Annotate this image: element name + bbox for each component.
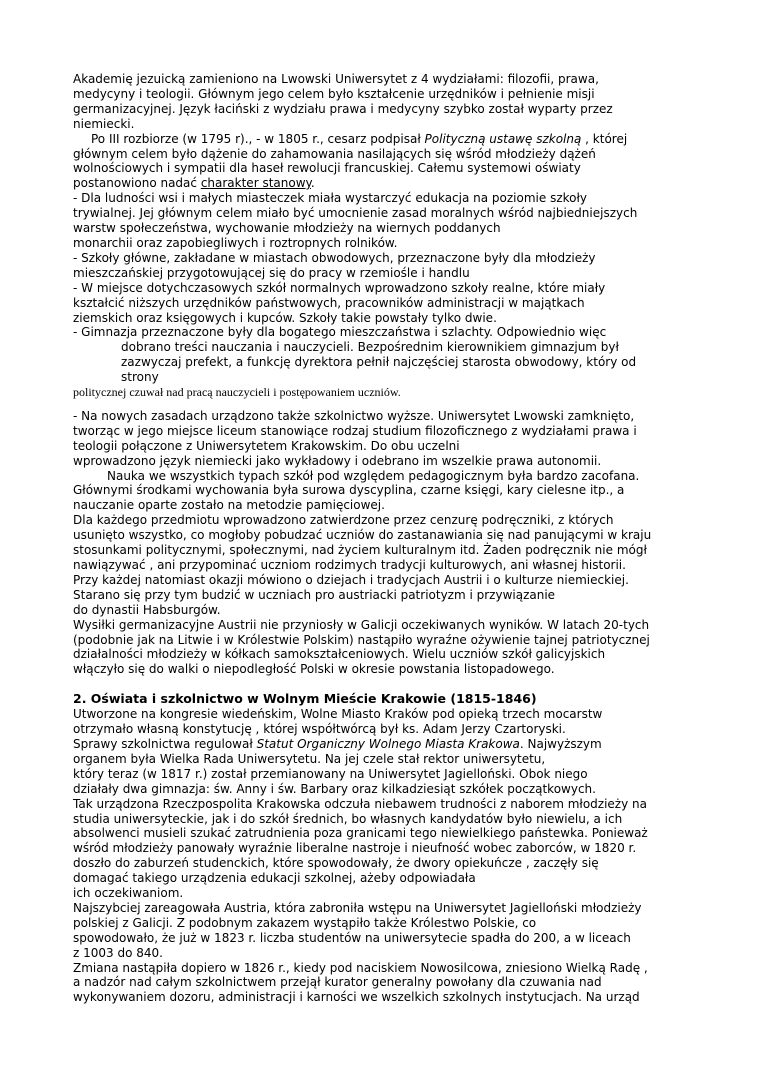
text-line: tworząc w jego miejsce liceum stanowiące rodzaj studium filozoficznego z wydziałami prawa i bbox=[73, 423, 637, 438]
italic-title: Polityczną ustawę szkolną bbox=[424, 131, 582, 146]
text-line: niemiecki. bbox=[73, 116, 135, 131]
italic-title: Statut Organiczny Wolnego Miasta Krakowa bbox=[256, 736, 520, 751]
text-line: germanizacyjnej. Język łaciński z wydziału prawa i medycyny szybko został wyparty przez bbox=[73, 101, 613, 116]
text-line: medycyny i teologii. Głównym jego celem było kształcenie urzędników i pełnienie misji bbox=[73, 86, 595, 101]
bullet-line: ziemskich oraz księgowych i kupców. Szkoły takie powstały tylko dwie. bbox=[73, 310, 497, 325]
text-line: usunięto wszystko, co mogłoby pobudzać uczniów do zastanawiania się nad panującymi w kraju bbox=[73, 528, 652, 543]
text-line: otrzymało własną konstytucję , której współtwórcą był ks. Adam Jerzy Czartoryski. bbox=[73, 722, 566, 737]
text-line: Najszybciej zareagowała Austria, która zabroniła wstępu na Uniwersytet Jagielloński młodzieży bbox=[73, 900, 642, 915]
bullet-list bbox=[73, 191, 693, 400]
text-span: . bbox=[310, 176, 315, 191]
text-line: doszło do zaburzeń studenckich, które spowodowały, że dwory opiekuńcze , zaczęły się bbox=[73, 856, 599, 871]
text-line: polskiej z Galicji. Z podobnym zakazem wystąpiło także Królestwo Polskie, co bbox=[73, 915, 537, 930]
bullet-line: monarchii oraz zapobiegliwych i roztropnych rolników. bbox=[73, 235, 398, 250]
intro-paragraph bbox=[73, 72, 693, 132]
text-line: działały dwa gimnazja: św. Anny i św. Barbary oraz kilkadziesiąt szkółek początkowych. bbox=[73, 781, 596, 796]
spacer bbox=[73, 677, 693, 692]
text-line: teologii połączone z Uniwersytetem Krakowskim. Do obu uczelni bbox=[73, 438, 460, 453]
text-line: wśród młodzieży panowały wyraźnie liberalne nastroje i nieufność wobec zaborców, w 1820 r. bbox=[73, 841, 637, 856]
bullet-line: - Szkoły główne, zakładane w miastach obwodowych, przeznaczone były dla młodzieży bbox=[73, 250, 596, 265]
text-line: z 1003 do 840. bbox=[73, 945, 163, 960]
text-line: Głównymi środkami wychowania była surowa dyscyplina, czarne księgi, kary cielesne itp., a bbox=[73, 483, 625, 498]
text-line: Starano się przy tym budzić w uczniach pro austriacki patriotyzm i przywiązanie bbox=[73, 587, 556, 602]
text-line: Nauka we wszystkich typach szkół pod względem pedagogicznym była bardzo zacofana. bbox=[107, 468, 640, 483]
text-line: Akademię jezuicką zamieniono na Lwowski Uniwersytet z 4 wydziałami: filozofii, prawa, bbox=[73, 72, 599, 86]
rozbior-paragraph bbox=[73, 132, 693, 192]
indented-line: zazwyczaj prefekt, a funkcję dyrektora pełnił najczęściej starosta obwodowy, który od bbox=[121, 355, 637, 370]
text-line bbox=[73, 737, 693, 752]
bullet-line: - W miejsce dotychczasowych szkół normalnych wprowadzono szkoły realne, które miały bbox=[73, 280, 606, 295]
text-line: Przy każdej natomiast okazji mówiono o dziejach i tradycjach Austrii i o kulturze niemieckiej. bbox=[73, 572, 629, 587]
bullet-line: - Dla ludności wsi i małych miasteczek miała wystarczyć edukacja na poziomie szkoły bbox=[73, 191, 587, 206]
text-line: absolwenci musieli szukać zatrudnienia poza granicami tego niewielkiego państewka. Ponieważ bbox=[73, 826, 648, 841]
text-line: do dynastii Habsburgów. bbox=[73, 602, 221, 617]
text-span: . Najwyższym bbox=[519, 736, 602, 751]
text-span: Po III rozbiorze (w 1795 r)., - w 1805 r., cesarz podpisał bbox=[91, 131, 425, 146]
krakow-section bbox=[73, 692, 693, 1005]
text-line: stosunkami politycznymi, społecznymi, nad życiem kulturalnym itd. Żaden podręcznik nie mógł bbox=[73, 543, 647, 558]
text-line: nawiązywać , ani przypominać uczniom rodzimych tradycji kulturowych, ani własnej historii. bbox=[73, 558, 626, 572]
text-line bbox=[73, 132, 693, 147]
bullet-line: - Gimnazja przeznaczone były dla bogatego mieszczaństwa i szlachty. Odpowiednio więc bbox=[73, 325, 607, 340]
text-span: Sprawy szkolnictwa regulował bbox=[73, 736, 257, 751]
bullet-line: warstw społeczeństwa, wychowanie młodzieży na wiernych poddanych bbox=[73, 221, 501, 236]
text-line: wykonywaniem dozoru, administracji i karności we wszelkich szkolnych instytucjach. Na urząd bbox=[73, 990, 640, 1005]
document-page bbox=[73, 72, 693, 1005]
text-line: (podobnie jak na Litwie i w Królestwie Polskim) nastąpiło wyraźne ożywienie tajnej patriotycznej bbox=[73, 632, 650, 647]
text-line: głównym celem było dążenie do zahamowania nasilających się wśród młodzieży dążeń bbox=[73, 146, 596, 161]
text-line: a nadzór nad całym szkolnictwem przejął kurator generalny powołany dla czuwania nad bbox=[73, 975, 602, 990]
university-paragraph bbox=[73, 409, 693, 469]
text-span: postanowiono nadać bbox=[73, 176, 201, 191]
text-line: Zmiana nastąpiła dopiero w 1826 r., kiedy pod naciskiem Nowosilcowa, zniesiono Wielką Radę , bbox=[73, 960, 648, 975]
text-line: - Na nowych zasadach urządzono także szkolnictwo wyższe. Uniwersytet Lwowski zamknięto, bbox=[73, 408, 635, 423]
text-line: organem była Wielka Rada Uniwersytetu. Na jej czele stał rektor uniwersytetu, bbox=[73, 751, 546, 766]
underlined-term: charakter stanowy bbox=[200, 176, 311, 191]
text-line: studia uniwersyteckie, jak i do szkół średnich, bo własnych kandydatów było niewielu, a ich bbox=[73, 811, 623, 826]
text-line: spowodowało, że już w 1823 r. liczba studentów na uniwersytecie spadła do 200, a w liceach bbox=[73, 930, 631, 945]
text-line: domagać takiego urządzenia edukacji szkolnej, ażeby odpowiadała bbox=[73, 871, 476, 886]
text-line: ich oczekiwaniom. bbox=[73, 886, 184, 901]
serif-line: politycznej czuwał nad pracą nauczycieli i postępowaniem uczniów. bbox=[73, 385, 401, 400]
text-line: nauczanie oparte zostało na metodzie pamięciowej. bbox=[73, 498, 385, 513]
text-line: wolnościowych i sympatii dla haseł rewolucji francuskiej. Całemu systemowi oświaty bbox=[73, 161, 581, 176]
text-line: wprowadzono język niemiecki jako wykładowy i odebrano im wszelkie prawa autonomii. bbox=[73, 453, 602, 468]
indented-line: strony bbox=[121, 370, 159, 385]
text-line: który teraz (w 1817 r.) został przemianowany na Uniwersytet Jagielloński. Obok niego bbox=[73, 766, 588, 781]
text-line: Wysiłki germanizacyjne Austrii nie przyniosły w Galicji oczekiwanych wyników. W latach 20-tych bbox=[73, 617, 650, 632]
indented-line: dobrano treści nauczania i nauczycieli. Bezpośrednim kierownikiem gimnazjum był bbox=[121, 340, 619, 355]
text-line: Utworzone na kongresie wiedeńskim, Wolne Miasto Kraków pod opieką trzech mocarstw bbox=[73, 707, 603, 722]
bullet-line: mieszczańskiej przygotowującej się do pracy w rzemiośle i handlu bbox=[73, 265, 470, 280]
text-line: Dla każdego przedmiotu wprowadzono zatwierdzone przez cenzurę podręczniki, z których bbox=[73, 513, 614, 528]
text-line: włączyło się do walki o niepodległość Polski w okresie powstania listopadowego. bbox=[73, 662, 555, 677]
section-heading: 2. Oświata i szkolnictwo w Wolnym Mieście Krakowie (1815-1846) bbox=[73, 691, 537, 707]
text-line: Tak urządzona Rzeczpospolita Krakowska odczuła niebawem trudności z naborem młodzieży na bbox=[73, 796, 647, 811]
text-line bbox=[73, 176, 693, 191]
nauka-paragraph bbox=[73, 469, 693, 678]
bullet-line: trywialnej. Jej głównym celem miało być umocnienie zasad moralnych wśród najbiedniejszych bbox=[73, 206, 638, 221]
text-span: , której bbox=[581, 131, 628, 146]
spacer bbox=[73, 400, 693, 409]
text-line: działalności młodzieży w kółkach samokształceniowych. Wielu uczniów szkół galicyjskich bbox=[73, 647, 606, 662]
bullet-line: kształcić niższych urzędników państwowych, pracowników administracji w majątkach bbox=[73, 295, 585, 310]
